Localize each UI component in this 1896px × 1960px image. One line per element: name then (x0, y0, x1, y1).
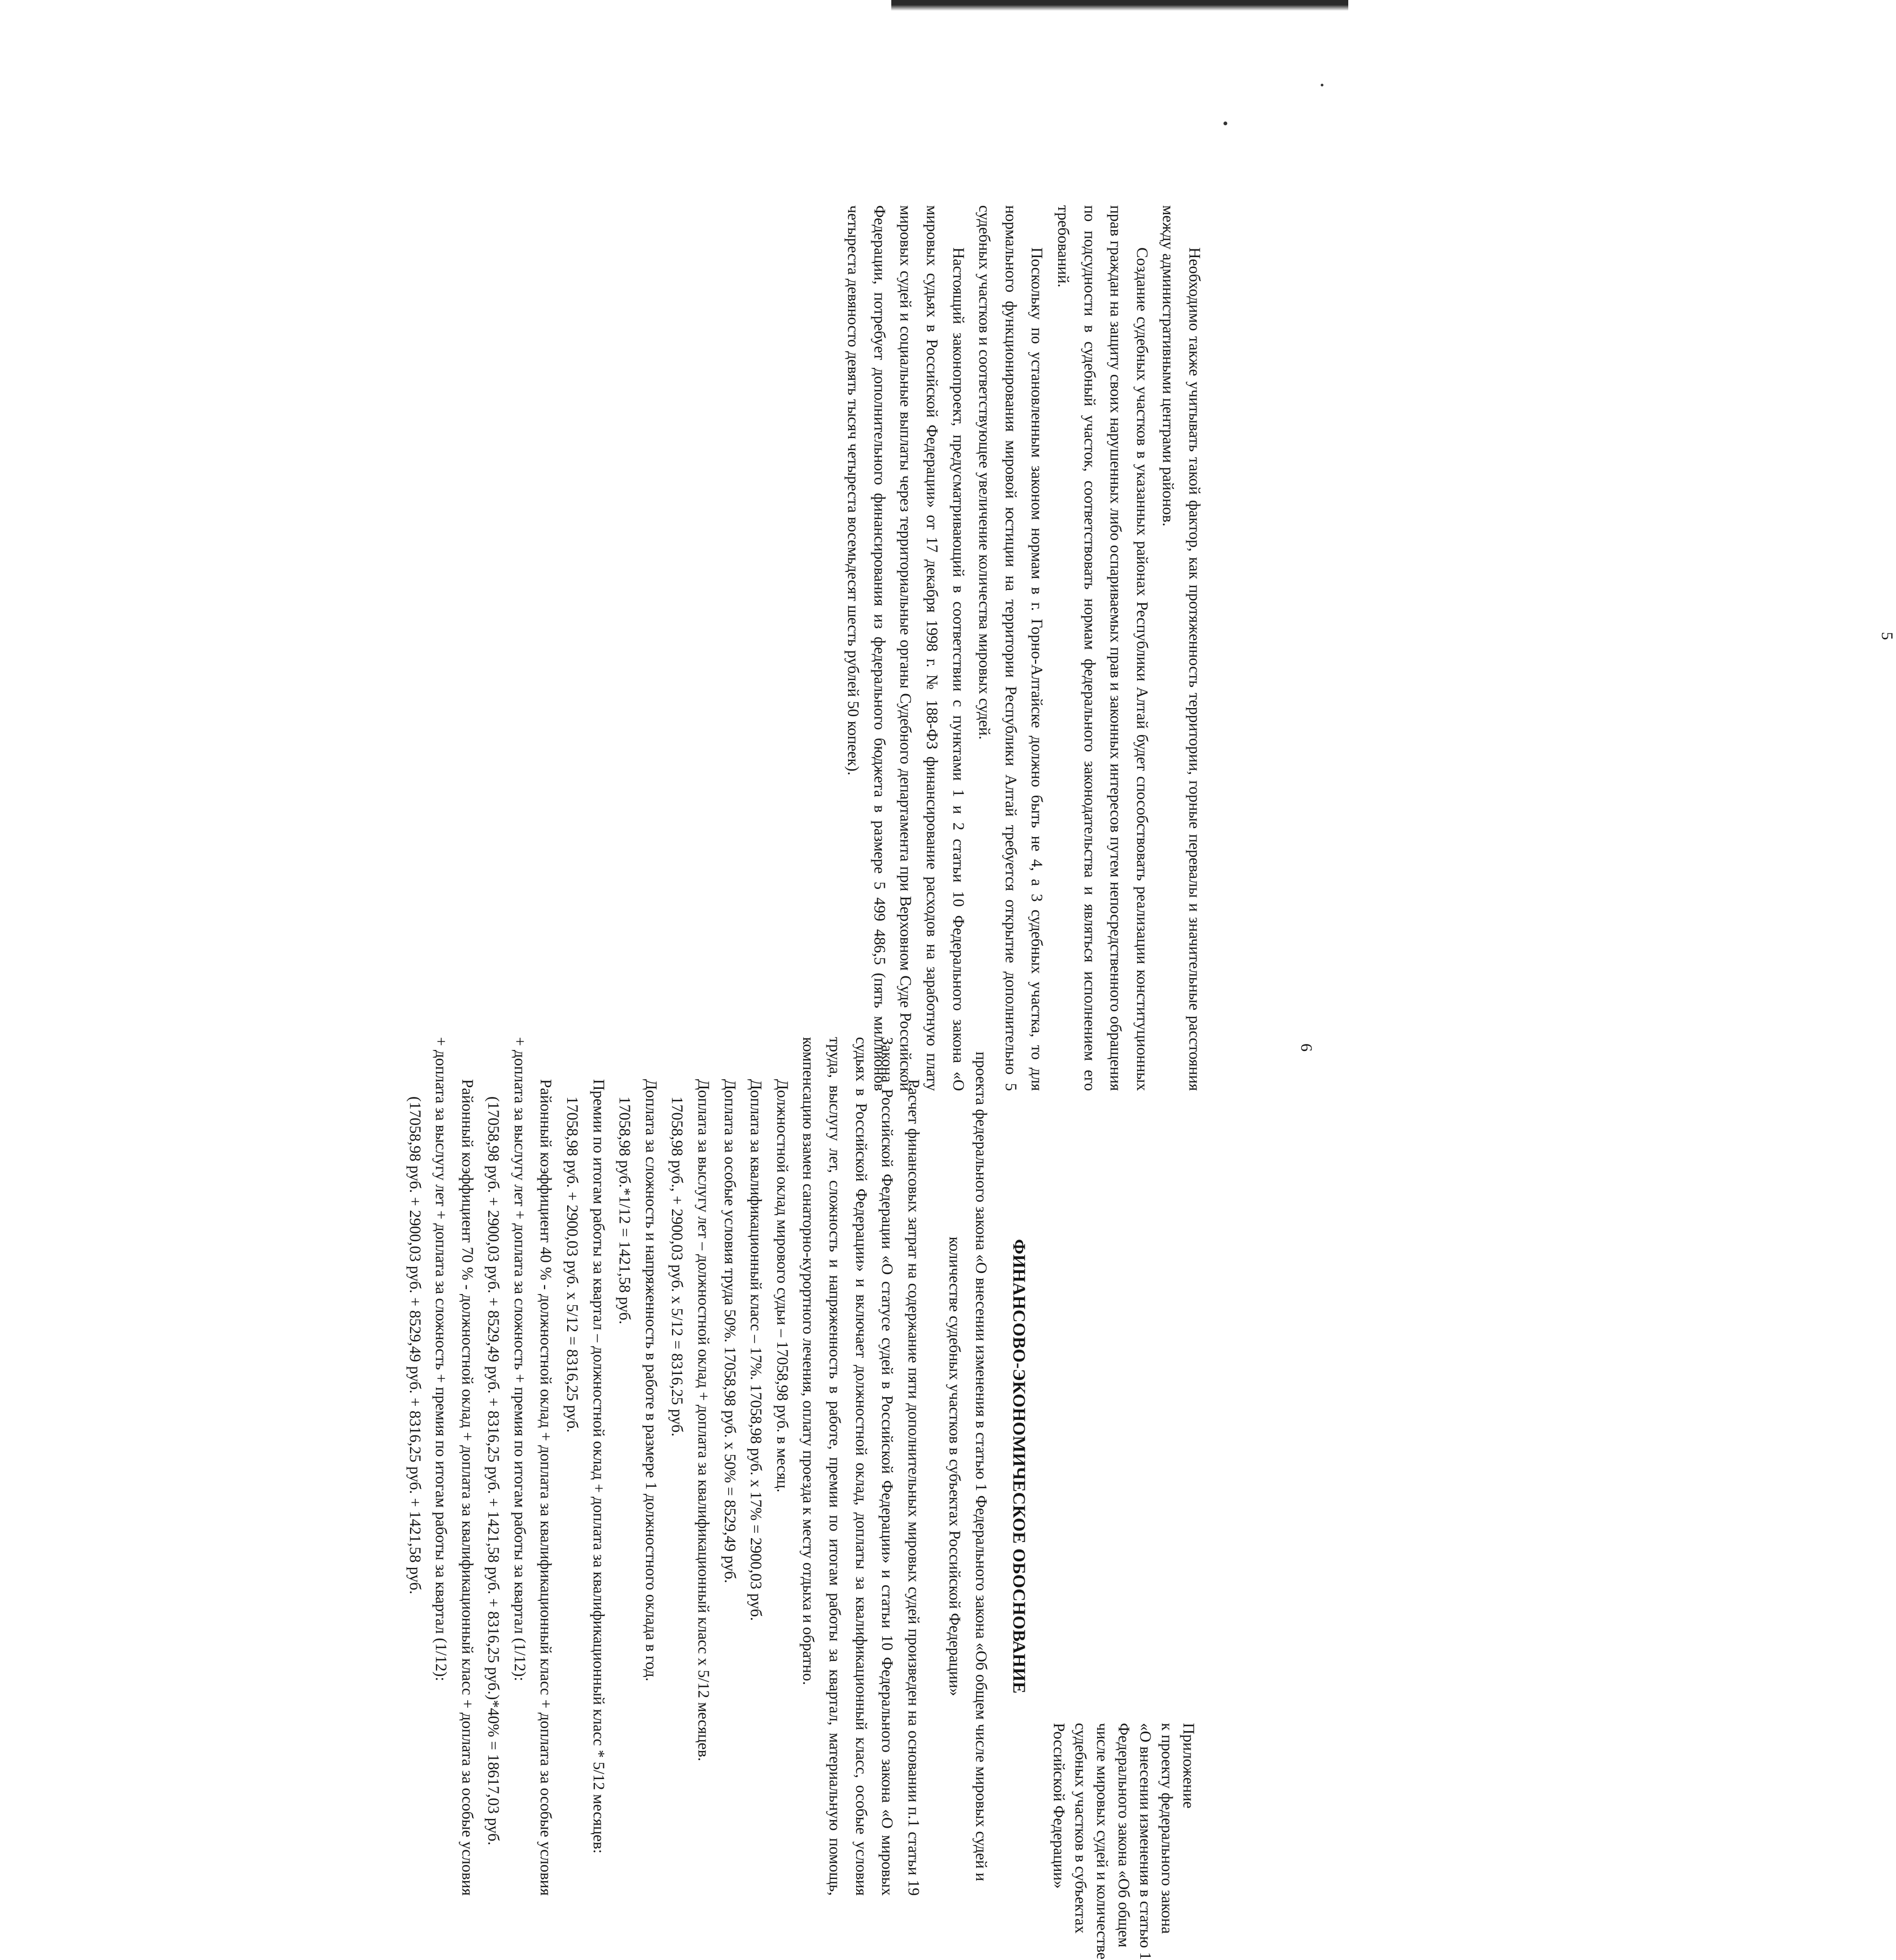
page-6 (401, 1037, 1315, 1960)
calc-line: Премии по итогам работы за квартал – должностной оклад + доплата за квалификационный класс * 5/12 месяцев: (589, 1079, 607, 1854)
paragraph: Расчет финансовых затрат на содержание пяти дополнительных мировых судей произведен на основании п.1 статьи 19 Закона Российской Федерации «О статусе судей в Российской Федерации» и статьи 10 Федерального закона «О мировых судьях в Российской Федерации» и включает должностной оклад, доплаты за квалификационный класс, особые условия труда, выслугу лет, сложность и напряженность в работе, премии по итогам работы за квартал, материальную помощь, компенсацию взамен санаторно-курортного лечения, оплату проезда к месту отдыха и обратно. (799, 1037, 922, 1896)
paragraph: Создание судебных участков в указанных районах Республики Алтай будет способствовать реализации конституционных прав граждан на защиту своих нарушенных либо оспариваемых прав и законных интересов путем непосредственного обращения по подсудности в судебный участок, соответствовать нормам федерального законодательства и являться исполнением его требований. (1054, 205, 1151, 1091)
calc-line: Доплата за сложность и напряженность в работе в размере 1 должностного оклада в год. (642, 1079, 660, 1682)
calc-line: Доплата за квалификационный класс – 17%. 17058,98 руб. х 17% = 2900,03 руб. (747, 1079, 765, 1621)
appendix-line: к проекту федерального закона (1158, 1723, 1175, 1934)
calc-formula: (17058,98 руб. + 2900,03 руб. + 8529,49 руб. + 8316,25 руб. + 1421,58 руб. (406, 1096, 423, 1594)
page-number: 6 (1297, 1043, 1315, 1052)
paragraph: Необходимо также учитывать такой фактор, как протяженность территории, горные перевалы и значительные расстояния между административными центрами районов. (1159, 205, 1203, 1091)
calc-formula: 17058,98 руб.*1/12 = 1421,58 руб. (616, 1096, 634, 1325)
scan-speck (1321, 84, 1323, 86)
appendix-line: числе мировых судей и количестве (1093, 1723, 1111, 1959)
scan-edge-shadow (891, 0, 1348, 11)
paragraph: Настоящий законопроект, предусматривающий в соответствии с пунктами 1 и 2 статьи 10 Федерального закона «О мировых судьях в Российской Федерации» от 17 декабря 1998 г. № 188-ФЗ финансирование расходов на заработную плату мировых судей и социальные выплаты через территориальные органы Судебного департамента при Верховном Суде Российской Федерации, потребует дополнительного финансирования из федерального бюджета в размере 5 499 486,5 (пять миллионов четыреста девяносто девять тысяч четыреста восемьдесят шесть рублей 50 копеек). (844, 205, 967, 1091)
calc-line: Районный коэффициент 40 % - должностной оклад + доплата за квалификационный класс + доплата за особые условия + доплата за выслугу лет + доплата за сложность + премия по итогам работы за квартал (1/12): (510, 1037, 555, 1896)
document-subtitle: проекта федерального закона «О внесении изменения в статью 1 Федерального закона «Об общем числе мировых судей и количестве судебных участков в субъектах Российской Федерации» (946, 1052, 990, 1881)
calc-formula: 17058,98 руб. + 2900,03 руб. х 5/12 = 8316,25 руб. (563, 1096, 581, 1433)
page-number: 5 (1878, 632, 1896, 640)
appendix-line: Российской Федерации» (1050, 1723, 1067, 1889)
calc-line: Доплата за выслугу лет – должностной оклад + доплата за квалификационный класс х 5/12 месяцев. (695, 1079, 712, 1761)
paragraph: Поскольку по установленным законом нормам в г. Горно-Алтайске должно быть не 4, а 3 судебных участка, то для нормального функционирования мировой юстиции на территории Республики Алтай требуется открытие дополнительно 5 судебных участков и соответствующее увеличение количества мировых судей. (976, 205, 1046, 1091)
calc-formula: 17058,98 руб., + 2900,03 руб. х 5/12 = 8316,25 руб. (668, 1096, 686, 1437)
appendix-line: «О внесении изменения в статью 1 (1137, 1723, 1154, 1960)
scan-speck (1223, 122, 1227, 125)
document-title: ФИНАНСОВО-ЭКОНОМИЧЕСКОЕ ОБОСНОВАНИЕ (1009, 1239, 1028, 1694)
calc-line: Районный коэффициент 70 % - должностной оклад + доплата за квалификационный класс + доплата за особые условия + доплата за выслугу лет + доплата за сложность + премия по итогам работы за квартал (1/12): (432, 1037, 476, 1896)
appendix-block (1048, 1723, 1199, 1960)
page-5 (840, 205, 1896, 1091)
appendix-line: Федерального закона «Об общем (1115, 1723, 1132, 1948)
calc-line: Должностной оклад мирового судьи – 17058,98 руб. в месяц. (773, 1079, 791, 1493)
appendix-line: Приложение (1180, 1723, 1197, 1809)
appendix-line: судебных участков в субъектах (1072, 1723, 1089, 1934)
calc-line: Доплата за особые условия труда 50%. 17058,98 руб. х 50% = 8529,49 руб. (721, 1079, 738, 1584)
calc-formula: (17058,98 руб. + 2900,03 руб. + 8529,49 руб. + 8316,25 руб. + 1421,58 руб. + 8316,25 руб.)*40% = 18617,03 руб. (485, 1096, 502, 1846)
